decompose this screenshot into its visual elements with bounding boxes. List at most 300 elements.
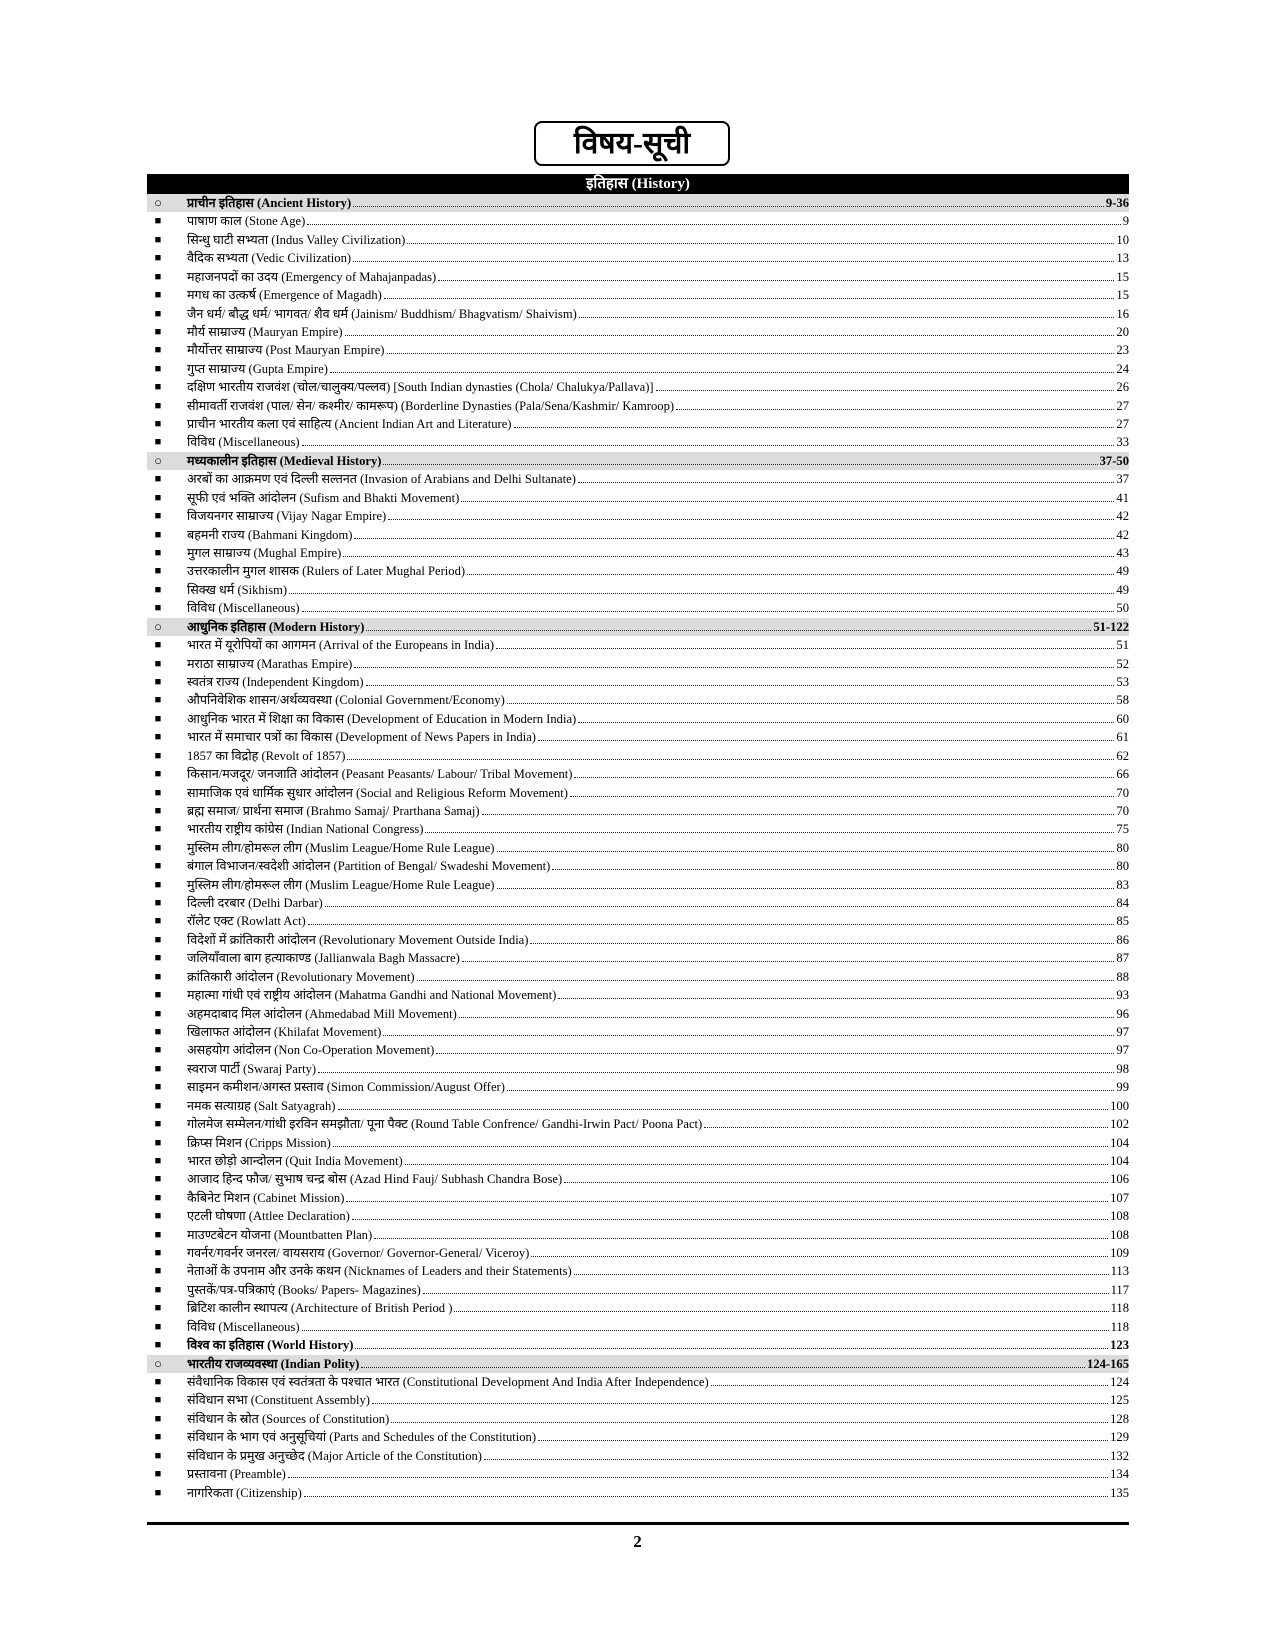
- square-bullet-icon: ■: [154, 381, 162, 394]
- square-bullet-icon: ■: [154, 786, 162, 799]
- toc-entry-page: 16: [1116, 306, 1129, 321]
- toc-entry: [147, 636, 1129, 654]
- toc-entry: [147, 341, 1129, 359]
- toc-entry-title: सिक्ख धर्म (Sikhism): [187, 582, 288, 597]
- page-number: 2: [633, 1532, 642, 1551]
- toc-entry: [147, 415, 1129, 433]
- dot-leader: [387, 341, 1115, 354]
- dot-leader: [384, 286, 1115, 299]
- toc-entry: [147, 839, 1129, 857]
- dot-leader: [425, 820, 1114, 833]
- dot-leader: [704, 1115, 1108, 1128]
- toc-entry: [147, 1005, 1129, 1023]
- toc-entry: [147, 1391, 1129, 1409]
- toc-entry-page: 96: [1116, 1006, 1129, 1021]
- toc-entry-page: 123: [1110, 1338, 1129, 1353]
- toc-entry-page: 104: [1110, 1135, 1129, 1150]
- toc-entry: [147, 710, 1129, 728]
- toc-entry: [147, 1041, 1129, 1059]
- square-bullet-icon: ■: [154, 547, 162, 560]
- toc-entry-page: 61: [1116, 730, 1129, 745]
- toc-entry-title: प्राचीन इतिहास (Ancient History): [187, 196, 352, 210]
- toc-entry: [147, 249, 1129, 267]
- toc-entry-page: 37: [1116, 472, 1129, 487]
- dot-leader: [343, 544, 1114, 557]
- toc-entry-title: सूफी एवं भक्ति आंदोलन (Sufism and Bhakti Movement): [187, 490, 460, 505]
- square-bullet-icon: ■: [154, 510, 162, 523]
- dot-leader: [366, 673, 1115, 686]
- toc-entry-page: 86: [1116, 932, 1129, 947]
- square-bullet-icon: ■: [154, 1136, 162, 1149]
- toc-entry-page: 97: [1116, 1024, 1129, 1039]
- toc-entry-page: 117: [1110, 1282, 1129, 1297]
- square-bullet-icon: ■: [154, 1228, 162, 1241]
- toc-entry-title: महाजनपदों का उदय (Emergency of Mahajanpadas): [187, 269, 437, 284]
- toc-entry: [147, 360, 1129, 378]
- toc-section-heading: [147, 452, 1129, 470]
- dot-leader: [467, 562, 1114, 575]
- dot-leader: [538, 728, 1114, 741]
- toc-entry-title: संवैधानिक विकास एवं स्वतंत्रता के पश्चात भारत (Constitutional Development And India After Independence): [187, 1375, 709, 1389]
- toc-entry: [147, 820, 1129, 838]
- toc-entry: [147, 1410, 1129, 1428]
- toc-entry-title: भारतीय राजव्यवस्था (Indian Polity): [187, 1356, 360, 1371]
- square-bullet-icon: ■: [154, 694, 162, 707]
- square-bullet-icon: ■: [154, 1394, 162, 1407]
- toc-entry: [147, 1373, 1129, 1391]
- square-bullet-icon: ■: [154, 325, 162, 338]
- square-bullet-icon: ■: [154, 1210, 162, 1223]
- toc-entry-page: 62: [1116, 748, 1129, 763]
- toc-entry-title: मराठा साम्राज्य (Marathas Empire): [187, 656, 353, 671]
- dot-leader: [552, 857, 1114, 870]
- toc-entry-page: 23: [1116, 343, 1129, 358]
- toc-entry-title: किसान/मजदूर/ जनजाति आंदोलन (Peasant Peasants/ Labour/ Tribal Movement): [187, 767, 573, 782]
- square-bullet-icon: ■: [154, 970, 162, 983]
- square-bullet-icon: ■: [154, 344, 162, 357]
- square-bullet-icon: ■: [154, 1486, 162, 1499]
- circle-bullet-icon: ○: [154, 195, 162, 210]
- dot-leader: [454, 1299, 1108, 1312]
- square-bullet-icon: ■: [154, 1154, 162, 1167]
- dot-leader: [353, 194, 1104, 207]
- toc-entry-title: उत्तरकालीन मुगल शासक (Rulers of Later Mughal Period): [187, 564, 466, 579]
- toc-entry-title: ब्रिटिश कालीन स्थापत्य (Architecture of British Period ): [187, 1301, 453, 1316]
- toc-entry: [147, 1465, 1129, 1483]
- page-title: विषय-सूची: [534, 121, 730, 166]
- toc-entry: [147, 1336, 1129, 1354]
- dot-leader: [531, 1244, 1108, 1257]
- square-bullet-icon: ■: [154, 583, 162, 596]
- toc-entry: [147, 1299, 1129, 1317]
- dot-leader: [462, 949, 1115, 962]
- toc-entry: [147, 1207, 1129, 1225]
- square-bullet-icon: ■: [154, 1118, 162, 1131]
- toc-entry-page: 20: [1116, 324, 1129, 339]
- square-bullet-icon: ■: [154, 1431, 162, 1444]
- dot-leader: [538, 1428, 1108, 1441]
- toc-entry: [147, 1134, 1129, 1152]
- square-bullet-icon: ■: [154, 233, 162, 246]
- toc-entry-page: 37-50: [1099, 453, 1129, 468]
- toc-entry-title: प्रस्तावना (Preamble): [187, 1467, 286, 1482]
- square-bullet-icon: ■: [154, 639, 162, 652]
- dot-leader: [383, 1023, 1114, 1036]
- toc-entry-page: 98: [1116, 1061, 1129, 1076]
- toc-entry-title: संविधान के स्रोत (Sources of Constitution): [187, 1411, 390, 1426]
- dot-leader: [308, 912, 1115, 925]
- toc-entry: [147, 784, 1129, 802]
- toc-entry-title: नमक सत्याग्रह (Salt Satyagrah): [187, 1098, 336, 1113]
- toc-entry-page: 108: [1110, 1209, 1129, 1224]
- toc-entry-title: प्राचीन भारतीय कला एवं साहित्य (Ancient Indian Art and Literature): [187, 417, 512, 432]
- dot-leader: [347, 747, 1114, 760]
- toc-entry-page: 93: [1116, 988, 1129, 1003]
- toc-entry-title: विविध (Miscellaneous): [187, 601, 300, 616]
- toc-entry-title: क्रिप्स मिशन (Cripps Mission): [187, 1135, 331, 1150]
- toc-entry: [147, 765, 1129, 783]
- toc-entry-page: 125: [1110, 1393, 1129, 1408]
- dot-leader: [564, 1170, 1108, 1183]
- dot-leader: [530, 931, 1114, 944]
- toc-entry-page: 100: [1110, 1098, 1129, 1113]
- toc-entry-page: 107: [1110, 1190, 1129, 1205]
- square-bullet-icon: ■: [154, 1468, 162, 1481]
- dot-leader: [338, 1097, 1109, 1110]
- dot-leader: [507, 1078, 1114, 1091]
- square-bullet-icon: ■: [154, 749, 162, 762]
- toc-entry: [147, 1152, 1129, 1170]
- toc-entry: [147, 286, 1129, 304]
- square-bullet-icon: ■: [154, 657, 162, 670]
- toc-entry-title: साइमन कमीशन/अगस्त प्रस्ताव (Simon Commission/August Offer): [187, 1080, 505, 1095]
- dot-leader: [579, 305, 1115, 318]
- toc-entry-title: सामाजिक एवं धार्मिक सुधार आंदोलन (Social and Religious Reform Movement): [187, 785, 568, 800]
- toc-entry-page: 41: [1116, 490, 1129, 505]
- square-bullet-icon: ■: [154, 1062, 162, 1075]
- toc-section-heading: [147, 618, 1129, 636]
- square-bullet-icon: ■: [154, 436, 162, 449]
- square-bullet-icon: ■: [154, 952, 162, 965]
- toc-entry: [147, 1097, 1129, 1115]
- dot-leader: [289, 581, 1114, 594]
- toc-entry-title: महात्मा गांधी एवं राष्ट्रीय आंदोलन (Mahatma Gandhi and National Movement): [187, 988, 557, 1003]
- dot-leader: [578, 470, 1115, 483]
- square-bullet-icon: ■: [154, 1302, 162, 1315]
- square-bullet-icon: ■: [154, 1099, 162, 1112]
- toc-entry: [147, 728, 1129, 746]
- toc-entry-page: 26: [1116, 380, 1129, 395]
- toc-entry-page: 108: [1110, 1227, 1129, 1242]
- toc-entry-page: 88: [1116, 969, 1129, 984]
- square-bullet-icon: ■: [154, 841, 162, 854]
- toc-entry-title: औपनिवेशिक शासन/अर्थव्यवस्था (Colonial Government/Economy): [187, 693, 505, 708]
- toc-entry: [147, 691, 1129, 709]
- dot-leader: [423, 1281, 1109, 1294]
- square-bullet-icon: ■: [154, 675, 162, 688]
- toc-entry-page: 85: [1116, 914, 1129, 929]
- dot-leader: [656, 378, 1115, 391]
- toc-entry: [147, 378, 1129, 396]
- square-bullet-icon: ■: [154, 1247, 162, 1260]
- toc-entry: [147, 1262, 1129, 1280]
- square-bullet-icon: ■: [154, 712, 162, 725]
- toc-entry-page: 10: [1116, 232, 1129, 247]
- toc-entry-page: 75: [1116, 822, 1129, 837]
- table-of-contents: [147, 194, 1129, 1502]
- toc-entry: [147, 876, 1129, 894]
- dot-leader: [497, 839, 1115, 852]
- toc-entry-page: 33: [1116, 435, 1129, 450]
- toc-entry-title: क्रांतिकारी आंदोलन (Revolutionary Movement): [187, 969, 415, 984]
- toc-entry-title: जलियाँवाला बाग हत्याकाण्ड (Jallianwala Bagh Massacre): [187, 951, 460, 966]
- dot-leader: [514, 415, 1115, 428]
- toc-entry: [147, 931, 1129, 949]
- square-bullet-icon: ■: [154, 1044, 162, 1057]
- square-bullet-icon: ■: [154, 491, 162, 504]
- toc-entry: [147, 857, 1129, 875]
- toc-entry: [147, 894, 1129, 912]
- toc-entry-title: आजाद हिन्द फौज/ सुभाष चन्द्र बोस (Azad Hind Fauj/ Subhash Chandra Bose): [187, 1172, 563, 1187]
- toc-entry: [147, 1170, 1129, 1188]
- toc-entry: [147, 599, 1129, 617]
- square-bullet-icon: ■: [154, 602, 162, 615]
- toc-entry-title: विविध (Miscellaneous): [187, 435, 300, 450]
- square-bullet-icon: ■: [154, 270, 162, 283]
- square-bullet-icon: ■: [154, 1081, 162, 1094]
- toc-entry-title: जैन धर्म/ बौद्ध धर्म/ भागवत/ शैव धर्म (Jainism/ Buddhism/ Bhagvatism/ Shaivism): [187, 306, 577, 321]
- dot-leader: [496, 636, 1114, 649]
- toc-entry-title: विदेशों में क्रांतिकारी आंदोलन (Revolutionary Movement Outside India): [187, 932, 529, 947]
- toc-entry-page: 83: [1116, 877, 1129, 892]
- toc-entry-title: मौर्य साम्राज्य (Mauryan Empire): [187, 324, 343, 339]
- toc-entry-title: भारत में समाचार पत्रों का विकास (Development of News Papers in India): [187, 730, 536, 745]
- dot-leader: [352, 1207, 1108, 1220]
- toc-entry: [147, 949, 1129, 967]
- toc-section-heading: [147, 1355, 1129, 1373]
- dot-leader: [574, 1262, 1109, 1275]
- toc-entry: [147, 1484, 1129, 1502]
- dot-leader: [366, 618, 1091, 631]
- toc-entry-page: 42: [1116, 509, 1129, 524]
- square-bullet-icon: ■: [154, 897, 162, 910]
- dot-leader: [288, 1465, 1108, 1478]
- toc-entry-title: माउण्टबेटन योजना (Mountbatten Plan): [187, 1227, 373, 1242]
- toc-entry-page: 43: [1116, 546, 1129, 561]
- dot-leader: [461, 489, 1114, 502]
- bottom-divider: [147, 1522, 1129, 1525]
- dot-leader: [302, 1318, 1109, 1331]
- toc-entry-page: 132: [1110, 1448, 1129, 1463]
- toc-entry-title: स्वराज पार्टी (Swaraj Party): [187, 1061, 317, 1076]
- square-bullet-icon: ■: [154, 1283, 162, 1296]
- toc-entry-page: 118: [1110, 1301, 1129, 1316]
- toc-entry: [147, 470, 1129, 488]
- toc-entry-page: 50: [1116, 601, 1129, 616]
- square-bullet-icon: ■: [154, 804, 162, 817]
- dot-leader: [711, 1373, 1108, 1386]
- toc-entry-page: 51-122: [1093, 619, 1129, 634]
- toc-entry-title: गुप्त साम्राज्य (Gupta Empire): [187, 361, 328, 376]
- toc-entry-page: 128: [1110, 1411, 1129, 1426]
- square-bullet-icon: ■: [154, 915, 162, 928]
- toc-entry-title: विविध (Miscellaneous): [187, 1319, 300, 1334]
- square-bullet-icon: ■: [154, 933, 162, 946]
- dot-leader: [302, 433, 1115, 446]
- toc-entry: [147, 1060, 1129, 1078]
- toc-entry-page: 84: [1116, 896, 1129, 911]
- square-bullet-icon: ■: [154, 362, 162, 375]
- dot-leader: [353, 249, 1114, 262]
- dot-leader: [484, 1447, 1108, 1460]
- circle-bullet-icon: ○: [154, 1355, 162, 1371]
- toc-entry: [147, 1023, 1129, 1041]
- dot-leader: [372, 1391, 1108, 1404]
- toc-entry-page: 104: [1110, 1153, 1129, 1168]
- toc-entry-title: मध्यकालीन इतिहास (Medieval History): [187, 453, 382, 468]
- toc-entry-title: पाषाण काल (Stone Age): [187, 214, 306, 229]
- toc-entry-page: 53: [1116, 674, 1129, 689]
- toc-entry-page: 113: [1110, 1264, 1129, 1279]
- toc-entry-page: 66: [1116, 767, 1129, 782]
- dot-leader: [302, 599, 1115, 612]
- toc-entry-title: दक्षिण भारतीय राजवंश (चोल/चालुक्य/पल्लव) [South Indian dynasties (Chola/ Chalukya/Pallava)]: [187, 380, 654, 395]
- square-bullet-icon: ■: [154, 731, 162, 744]
- toc-entry-page: 87: [1116, 951, 1129, 966]
- circle-bullet-icon: ○: [154, 452, 162, 468]
- toc-entry-title: भारत में यूरोपियों का आगमन (Arrival of the Europeans in India): [187, 638, 495, 653]
- toc-entry-page: 24: [1116, 361, 1129, 376]
- dot-leader: [459, 1005, 1115, 1018]
- toc-entry-page: 42: [1116, 527, 1129, 542]
- dot-leader: [346, 1189, 1108, 1202]
- toc-entry: [147, 397, 1129, 415]
- toc-entry-page: 118: [1110, 1319, 1129, 1334]
- toc-entry-page: 15: [1116, 269, 1129, 284]
- toc-entry: [147, 1428, 1129, 1446]
- square-bullet-icon: ■: [154, 878, 162, 891]
- toc-entry-title: ब्रह्म समाज/ प्रार्थना समाज (Brahmo Samaj/ Prarthana Samaj): [187, 803, 480, 818]
- dot-leader: [304, 1484, 1108, 1497]
- dot-leader: [497, 876, 1115, 889]
- toc-entry: [147, 1189, 1129, 1207]
- square-bullet-icon: ■: [154, 1412, 162, 1425]
- toc-entry: [147, 562, 1129, 580]
- dot-leader: [383, 452, 1097, 465]
- toc-entry: [147, 1281, 1129, 1299]
- dot-leader: [354, 526, 1114, 539]
- toc-entry-page: 9: [1122, 214, 1129, 229]
- toc-entry-title: स्वतंत्र राज्य (Independent Kingdom): [187, 674, 364, 689]
- toc-entry: [147, 968, 1129, 986]
- toc-entry: [147, 1447, 1129, 1465]
- dot-leader: [417, 968, 1115, 981]
- square-bullet-icon: ■: [154, 215, 162, 228]
- toc-entry: [147, 489, 1129, 507]
- toc-entry: [147, 433, 1129, 451]
- toc-entry-page: 80: [1116, 859, 1129, 874]
- toc-entry-page: 58: [1116, 693, 1129, 708]
- dot-leader: [307, 212, 1120, 225]
- toc-entry-title: खिलाफत आंदोलन (Khilafat Movement): [187, 1024, 382, 1039]
- square-bullet-icon: ■: [154, 1449, 162, 1462]
- square-bullet-icon: ■: [154, 565, 162, 578]
- circle-bullet-icon: ○: [154, 618, 162, 634]
- toc-entry: [147, 1115, 1129, 1133]
- square-bullet-icon: ■: [154, 289, 162, 302]
- dot-leader: [570, 784, 1114, 797]
- toc-entry-title: मुस्लिम लीग/होमरूल लीग (Muslim League/Home Rule League): [187, 840, 495, 855]
- square-bullet-icon: ■: [154, 1025, 162, 1038]
- toc-entry-page: 27: [1116, 417, 1129, 432]
- square-bullet-icon: ■: [154, 768, 162, 781]
- toc-entry: [147, 231, 1129, 249]
- dot-leader: [333, 1134, 1108, 1147]
- toc-entry-page: 27: [1116, 398, 1129, 413]
- toc-entry-title: बहमनी राज्य (Bahmani Kingdom): [187, 527, 353, 542]
- toc-entry-title: एटली घोषणा (Attlee Declaration): [187, 1209, 350, 1224]
- toc-entry-title: संविधान के भाग एवं अनुसूचियां (Parts and Schedules of the Constitution): [187, 1430, 537, 1445]
- toc-entry-title: वैदिक सभ्यता (Vedic Civilization): [187, 251, 352, 266]
- toc-section-heading: [147, 194, 1129, 212]
- toc-entry-page: 99: [1116, 1080, 1129, 1095]
- toc-entry-title: सीमावर्ती राजवंश (पाल/ सेन/ कश्मीर/ कामरूप) (Borderline Dynasties (Pala/Sena/Kashmir/ Kamroop): [187, 398, 675, 413]
- square-bullet-icon: ■: [154, 307, 162, 320]
- toc-entry-title: गोलमेज सम्मेलन/गांधी इरविन समझौता/ पूना पैक्ट (Round Table Confrence/ Gandhi-Irwin Pact/ Poona Pact): [187, 1117, 703, 1132]
- toc-entry: [147, 802, 1129, 820]
- toc-entry-page: 51: [1116, 638, 1129, 653]
- toc-entry-title: अहमदाबाद मिल आंदोलन (Ahmedabad Mill Movement): [187, 1006, 457, 1021]
- toc-entry-title: आधुनिक इतिहास (Modern History): [187, 619, 365, 634]
- dot-leader: [438, 268, 1114, 281]
- toc-entry-title: मुस्लिम लीग/होमरूल लीग (Muslim League/Home Rule League): [187, 877, 495, 892]
- toc-entry-title: संविधान के प्रमुख अनुच्छेद (Major Article of the Constitution): [187, 1448, 482, 1463]
- square-bullet-icon: ■: [154, 1339, 162, 1352]
- dot-leader: [407, 231, 1114, 244]
- toc-entry-page: 134: [1110, 1467, 1129, 1482]
- dot-leader: [318, 1060, 1114, 1073]
- toc-entry: [147, 268, 1129, 286]
- toc-entry-title: कैबिनेट मिशन (Cabinet Mission): [187, 1190, 345, 1205]
- square-bullet-icon: ■: [154, 473, 162, 486]
- dot-leader: [325, 894, 1115, 907]
- dot-leader: [436, 1041, 1114, 1054]
- toc-entry-page: 70: [1116, 803, 1129, 818]
- toc-entry-title: विजयनगर साम्राज्य (Vijay Nagar Empire): [187, 509, 387, 524]
- toc-entry-page: 102: [1110, 1117, 1129, 1132]
- toc-entry: [147, 212, 1129, 230]
- toc-entry-title: पुस्तकें/पत्र-पत्रिकाएं (Books/ Papers- Magazines): [187, 1282, 421, 1297]
- toc-entry-title: भारतीय राष्ट्रीय कांग्रेस (Indian National Congress): [187, 822, 424, 837]
- toc-entry-title: नेताओं के उपनाम और उनके कथन (Nicknames of Leaders and their Statements): [187, 1264, 572, 1279]
- toc-entry-page: 60: [1116, 711, 1129, 726]
- toc-entry-page: 106: [1110, 1172, 1129, 1187]
- toc-entry: [147, 655, 1129, 673]
- square-bullet-icon: ■: [154, 1320, 162, 1333]
- toc-entry-title: संविधान सभा (Constituent Assembly): [187, 1393, 370, 1408]
- toc-entry-title: दिल्ली दरबार (Delhi Darbar): [187, 896, 323, 911]
- toc-entry-title: विश्व का इतिहास (World History): [187, 1338, 354, 1353]
- dot-leader: [578, 710, 1114, 723]
- dot-leader: [391, 1410, 1108, 1423]
- toc-entry: [147, 305, 1129, 323]
- dot-leader: [374, 1226, 1108, 1239]
- square-bullet-icon: ■: [154, 1191, 162, 1204]
- toc-entry-title: नागरिकता (Citizenship): [187, 1485, 302, 1500]
- dot-leader: [405, 1152, 1108, 1165]
- square-bullet-icon: ■: [154, 989, 162, 1002]
- toc-entry: [147, 323, 1129, 341]
